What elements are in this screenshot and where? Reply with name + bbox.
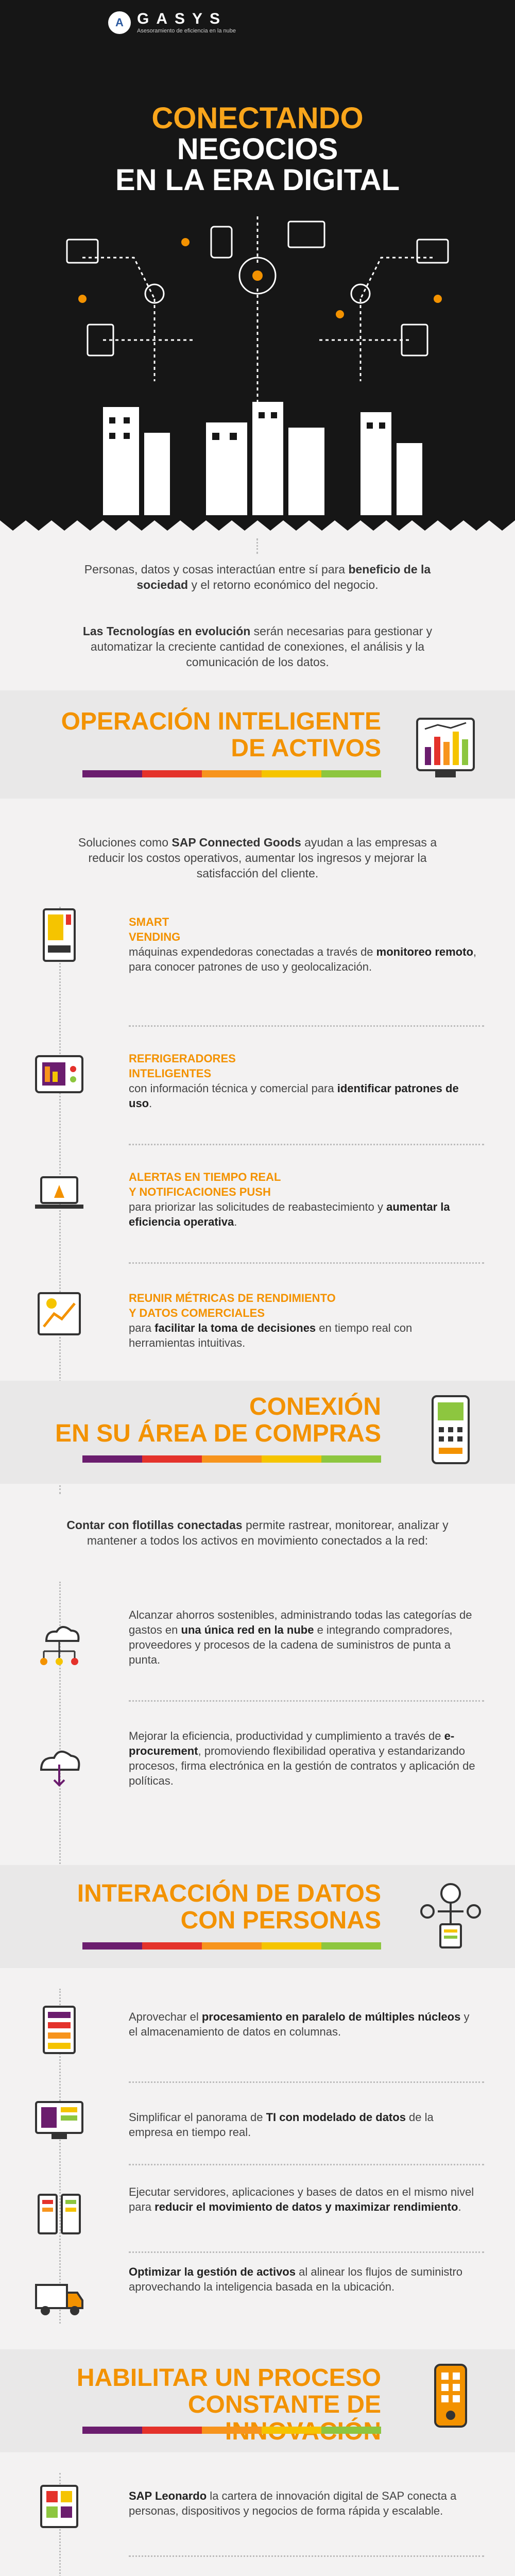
hero-banner xyxy=(0,0,515,520)
section-1-lead: Soluciones como SAP Connected Goods ayudan a las empresas a reducir los costos operativos, aumentar los ingresos y mejorar la satisfacción del cliente. xyxy=(78,836,437,880)
monitor-icon xyxy=(417,240,448,263)
connector-line xyxy=(256,538,258,554)
section-4-title: HABILITAR UN PROCESO CONSTANTE DE xyxy=(76,2364,381,2418)
tablet-icon xyxy=(402,325,427,355)
delivery-truck-icon xyxy=(31,2267,88,2324)
divider xyxy=(129,2164,484,2165)
s1-item-smart-fridges: REFRIGERADORES INTELIGENTES con información técnica y comercial para identificar patrones de uso. xyxy=(129,1052,459,1110)
s1-item-real-time-alerts: ALERTAS EN TIEMPO REAL Y NOTIFICACIONES PUSH para priorizar las solicitudes de reabastecimiento y aumentar la eficiencia operativa. xyxy=(129,1171,450,1228)
logo-initial: A xyxy=(115,16,124,29)
intro-paragraph-1: Personas, datos y cosas interactúan entre sí para beneficio de la sociedad y el retorno económico del negocio. xyxy=(84,563,431,591)
logo-tagline: Asesoramiento de eficiencia en la nube xyxy=(137,28,236,34)
divider xyxy=(129,1144,484,1145)
dashboard-chart-icon xyxy=(407,708,484,786)
divider xyxy=(129,2081,484,2083)
s3-item-asset-management: Optimizar la gestión de activos al alinear los flujos de suministro aprovechando la inteligencia basada en la ubicación. xyxy=(129,2265,463,2293)
operating-model-icon xyxy=(31,2571,88,2576)
zigzag-divider xyxy=(0,515,515,536)
cloud-procurement-icon xyxy=(31,1736,88,1793)
innovation-device-icon xyxy=(412,2360,489,2437)
s2-item-eprocurement: Mejorar la eficiencia, productividad y cumplimiento a través de e-procurement, promoviendo flexibilidad operativa y estandarizando procesos, firma electrónica en la gestión de contratos y aplicación de políticas. xyxy=(129,1730,475,1787)
phone-icon xyxy=(211,227,232,258)
chart-icon xyxy=(288,222,324,247)
it-modeling-icon xyxy=(31,2092,88,2148)
cloud-network-icon xyxy=(31,1615,88,1672)
server-rack-icon xyxy=(31,2002,88,2058)
digital-portfolio-icon xyxy=(31,2478,88,2535)
s3-item-servers: Ejecutar servidores, aplicaciones y bases de datos en el mismo nivel para reducir el movimiento de datos y maximizar rendimiento. xyxy=(129,2185,474,2213)
payment-terminal-icon xyxy=(412,1391,489,1468)
section-2-title: CONEXIÓN EN SU ÁREA DE COMPRAS xyxy=(55,1393,381,1447)
intro-paragraph-2: Las Tecnologías en evolución serán necesarias para gestionar y automatizar la creciente cantidad de conexiones, el análisis y la comunicación de los datos. xyxy=(82,624,433,669)
section-4-color-bar xyxy=(82,2427,381,2434)
section-2-color-bar xyxy=(82,1455,381,1463)
divider xyxy=(129,1700,484,1702)
s3-item-parallel-processing: Aprovechar el procesamiento en paralelo de múltiples núcleos y el almacenamiento de datos en columnas. xyxy=(129,2010,470,2038)
brand-logo[interactable] xyxy=(108,11,236,34)
s2-item-savings: Alcanzar ahorros sostenibles, administrando todas las categorías de gastos en una única red en la nube e integrando compradores, proveedores y procesos de la cadena de suministros de punta a punta. xyxy=(129,1608,472,1666)
laptop-icon xyxy=(67,240,98,263)
smart-fridge-icon xyxy=(31,1046,88,1103)
logo-mark xyxy=(108,11,131,34)
servers-icon xyxy=(31,2184,88,2241)
divider xyxy=(129,1025,484,1027)
divider xyxy=(129,2251,484,2253)
building-icon xyxy=(103,407,139,520)
section-2-lead: Contar con flotillas conectadas permite rastrear, monitorear, analizar y mantener a todos los activos en movimiento conectados a la red: xyxy=(66,1518,449,1547)
s4-item-sap-leonardo: SAP Leonardo la cartera de innovación digital de SAP conecta a personas, dispositivos y negocios de forma rápida y escalable. xyxy=(129,2489,457,2517)
divider xyxy=(129,1262,484,1264)
hero-title-line2: NEGOCIOS xyxy=(177,132,338,166)
logo-name: GASYS xyxy=(137,10,228,27)
laptop-alert-icon xyxy=(31,1164,88,1221)
divider xyxy=(129,2555,484,2557)
section-3-title: INTERACCIÓN DE DATOS CON PERSONAS xyxy=(77,1880,381,1934)
hero-title-line1: CONECTANDO xyxy=(151,101,364,135)
people-data-icon xyxy=(412,1875,489,1953)
hero-title-line3: EN LA ERA DIGITAL xyxy=(115,163,400,197)
s1-item-smart-vending: SMART VENDING máquinas expendedoras conectadas a través de monitoreo remoto, para conocer patrones de uso y geolocalización. xyxy=(129,916,477,973)
s3-item-it-modeling: Simplificar el panorama de TI con modelado de datos de la empresa en tiempo real. xyxy=(129,2111,434,2139)
vending-machine-icon xyxy=(31,907,88,963)
metrics-report-icon xyxy=(31,1285,88,1342)
hero-title xyxy=(103,103,412,196)
section-1-title: OPERACIÓN INTELIGENTE DE ACTIVOS xyxy=(61,708,381,762)
s1-item-metrics: REUNIR MÉTRICAS DE RENDIMIENTO Y DATOS COMERCIALES para facilitar la toma de decisiones en tiempo real con herramientas intuitivas. xyxy=(129,1292,413,1349)
section-1-color-bar xyxy=(82,770,381,777)
hero-network-illustration xyxy=(0,185,515,520)
section-3-color-bar xyxy=(82,1942,381,1950)
